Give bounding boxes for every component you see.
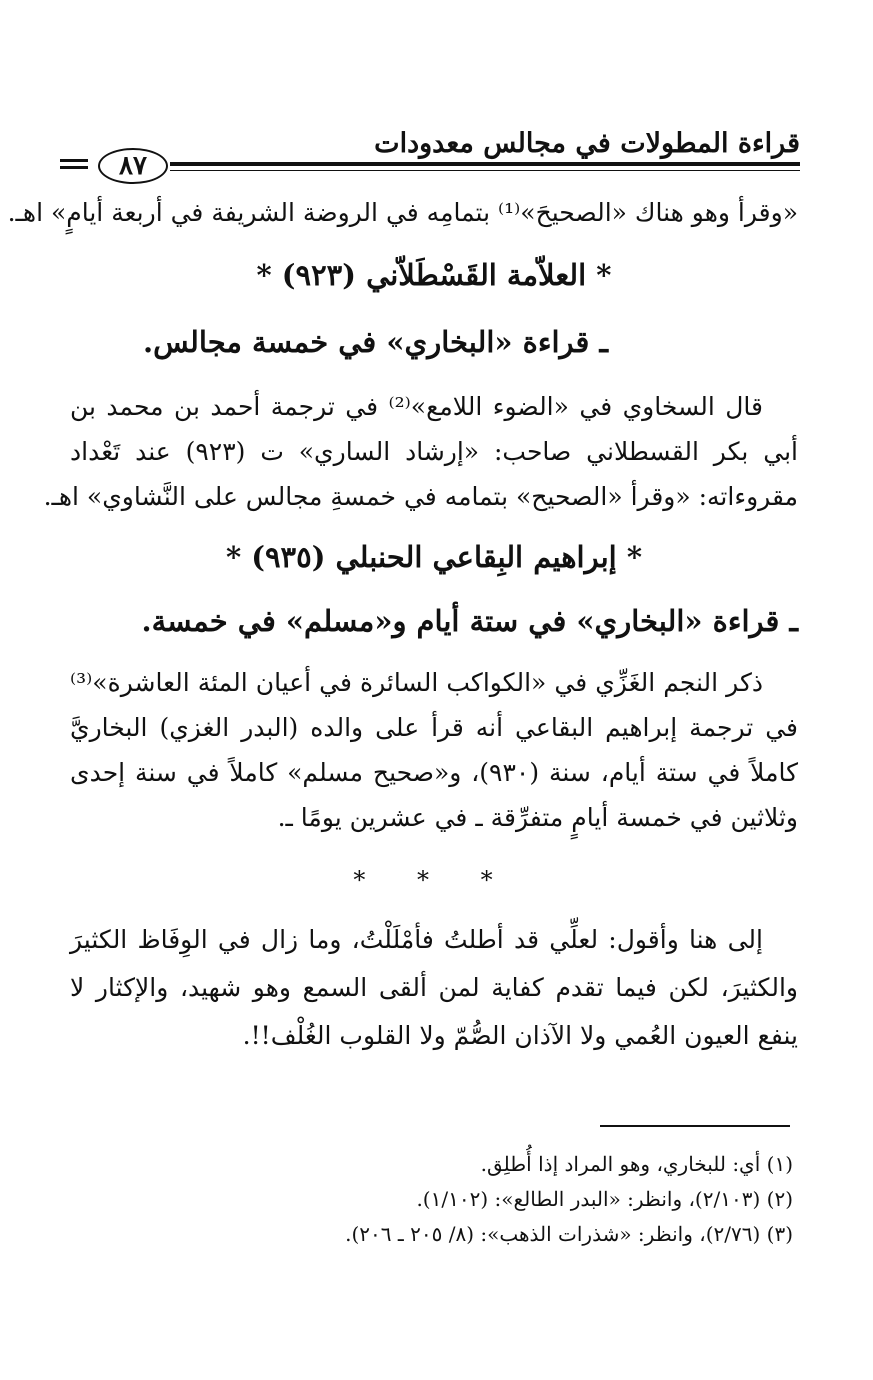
page-body: [7, 0, 799, 1100]
paragraph-line: في ترجمة إبراهيم البقاعي أنه قرأ على والده (البدر الغزي) البخاريَّ: [70, 713, 798, 742]
section-heading: * إبراهيم البِقاعي الحنبلي (٩٣٥) *: [225, 540, 643, 574]
paragraph-line: ينفع العيون العُمي ولا الآذان الصُّمّ ولا القلوب الغُلْف!!.: [242, 1021, 798, 1050]
paragraph-line: والكثيرَ، لكن فيما تقدم كفاية لمن ألقى السمع وهو شهيد، والإكثار لا: [70, 973, 798, 1002]
paragraph-line: إلى هنا وأقول: لعلِّي قد أطلتُ فأمْلَلْتُ، وما زال في الوِفَاظ الكثيرَ: [70, 925, 763, 954]
footnote: (١) أي: للبخاري، وهو المراد إذا أُطلِق.: [480, 1152, 793, 1176]
paragraph-line: ذكر النجم الغَزِّي في «الكواكب السائرة في أعيان المئة العاشرة»⁽³⁾: [70, 668, 763, 697]
section-separator: * * *: [353, 866, 515, 894]
footnote: (٢) (٢/١٠٣)، وانظر: «البدر الطالع»: (١/١٠٢).: [416, 1187, 793, 1211]
intro-line: «وقرأ وهو هناك «الصحيحَ»⁽¹⁾ بتمامِه في الروضة الشريفة في أربعة أيامٍ» اهـ.: [7, 198, 798, 227]
section-heading: * العلاّمة القَسْطَلاّني (٩٢٣) *: [256, 258, 612, 292]
section-subheading: ـ قراءة «البخاري» في ستة أيام و«مسلم» في خمسة.: [141, 604, 798, 638]
paragraph-line: أبي بكر القسطلاني صاحب: «إرشاد الساري» ت (٩٢٣) عند تَعْداد: [70, 437, 799, 466]
footnote-rule: [600, 1125, 790, 1127]
paragraph-line: قال السخاوي في «الضوء اللامع»⁽²⁾ في ترجمة أحمد بن محمد بن: [70, 392, 763, 421]
paragraph-line: كاملاً في ستة أيام، سنة (٩٣٠)، و«صحيح مسلم» كاملاً في سنة إحدى: [70, 758, 798, 787]
footnote: (٣) (٢/٧٦)، وانظر: «شذرات الذهب»: (٨/ ٢٠٥ ـ ٢٠٦).: [345, 1222, 793, 1246]
section-subheading: ـ قراءة «البخاري» في خمسة مجالس.: [142, 325, 608, 359]
running-title: قراءة المطولات في مجالس معدودات: [374, 128, 800, 159]
page-number: ٨٧: [98, 148, 168, 184]
paragraph-line: مقروءاته: «وقرأ «الصحيح» بتمامه في خمسةِ مجالس على النَّشاوي» اهـ.: [43, 482, 798, 511]
paragraph-line: وثلاثين في خمسة أيامٍ متفرِّقة ـ في عشرين يومًا ـ.: [277, 803, 798, 832]
